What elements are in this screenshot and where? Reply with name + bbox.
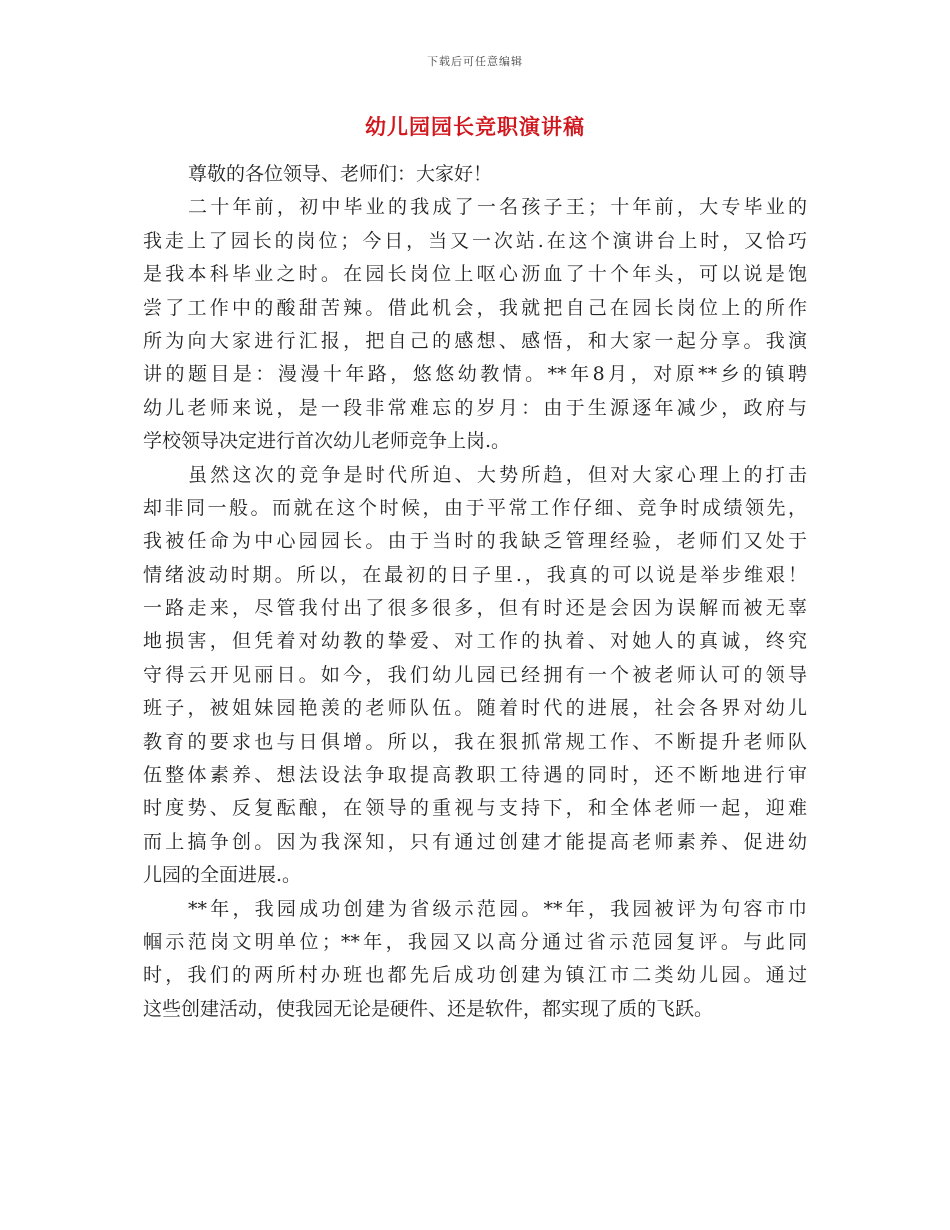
paragraph-line: 二十年前，初中毕业的我成了一名孩子王；十年前，大专毕业的 — [188, 196, 807, 219]
paragraph-line: 守得云开见丽日。如今，我们幼儿园已经拥有一个被老师认可的领导 — [143, 663, 807, 686]
paragraph-line: 儿园的全面进展.。 — [143, 864, 302, 887]
document-body — [143, 158, 807, 1026]
paragraph-line: 这些创建活动，使我园无论是硬件、还是软件，都实现了质的飞跃。 — [143, 997, 714, 1020]
paragraph-line: 地损害，但凭着对幼教的挚爱、对工作的执着、对她人的真诚，终究 — [143, 630, 807, 653]
paragraph-line: 教育的要求也与日俱增。所以，我在狠抓常规工作、不断提升老师队 — [143, 730, 807, 753]
paragraph-line: 虽然这次的竞争是时代所迫、大势所趋，但对大家心理上的打击 — [188, 463, 807, 486]
paragraph-line: 我走上了园长的岗位；今日，当又一次站.在这个演讲台上时，又恰巧 — [143, 229, 807, 252]
paragraph-line: 情绪波动时期。所以，在最初的日子里.，我真的可以说是举步维艰！ — [143, 563, 807, 586]
paragraph-line: 时度势、反复酝酿，在领导的重视与支持下，和全体老师一起，迎难 — [143, 797, 807, 820]
paragraph-line: 帼示范岗文明单位；**年，我园又以高分通过省示范园复评。与此同 — [143, 930, 807, 953]
paragraph-line: 时，我们的两所村办班也都先后成功创建为镇江市二类幼儿园。通过 — [143, 964, 807, 987]
paragraph-line: 伍整体素养、想法设法争取提高教职工待遇的同时，还不断地进行审 — [143, 764, 807, 787]
paragraph-line: 我被任命为中心园园长。由于当时的我缺乏管理经验，老师们又处于 — [143, 530, 807, 553]
paragraph-line: 幼儿老师来说，是一段非常难忘的岁月：由于生源逐年减少，政府与 — [143, 396, 807, 419]
paragraph-line: 是我本科毕业之时。在园长岗位上呕心沥血了十个年头，可以说是饱 — [143, 263, 807, 286]
paragraph-line: 班子，被姐妹园艳羡的老师队伍。随着时代的进展，社会各界对幼儿 — [143, 697, 807, 720]
header-note: 下载后可任意编辑 — [427, 55, 523, 68]
paragraph-line: **年，我园成功创建为省级示范园。**年，我园被评为句容市巾 — [188, 897, 807, 920]
paragraph-line: 尝了工作中的酸甜苦辣。借此机会，我就把自己在园长岗位上的所作 — [143, 296, 807, 319]
paragraph-line: 所为向大家进行汇报，把自己的感想、感悟，和大家一起分享。我演 — [143, 329, 807, 352]
paragraph-line: 讲的题目是：漫漫十年路，悠悠幼教情。**年8月，对原**乡的镇聘 — [143, 363, 807, 386]
salutation-line: 尊敬的各位领导、老师们：大家好！ — [188, 163, 493, 185]
document-title: 幼儿园园长竞职演讲稿 — [365, 114, 585, 139]
paragraph-line: 而上搞争创。因为我深知，只有通过创建才能提高老师素养、促进幼 — [143, 830, 807, 853]
paragraph-line: 一路走来，尽管我付出了很多很多，但有时还是会因为误解而被无辜 — [143, 597, 807, 620]
paragraph-line: 却非同一般。而就在这个时候，由于平常工作仔细、竞争时成绩领先， — [143, 496, 807, 519]
paragraph-line: 学校领导决定进行首次幼儿老师竞争上岗.。 — [143, 430, 511, 453]
